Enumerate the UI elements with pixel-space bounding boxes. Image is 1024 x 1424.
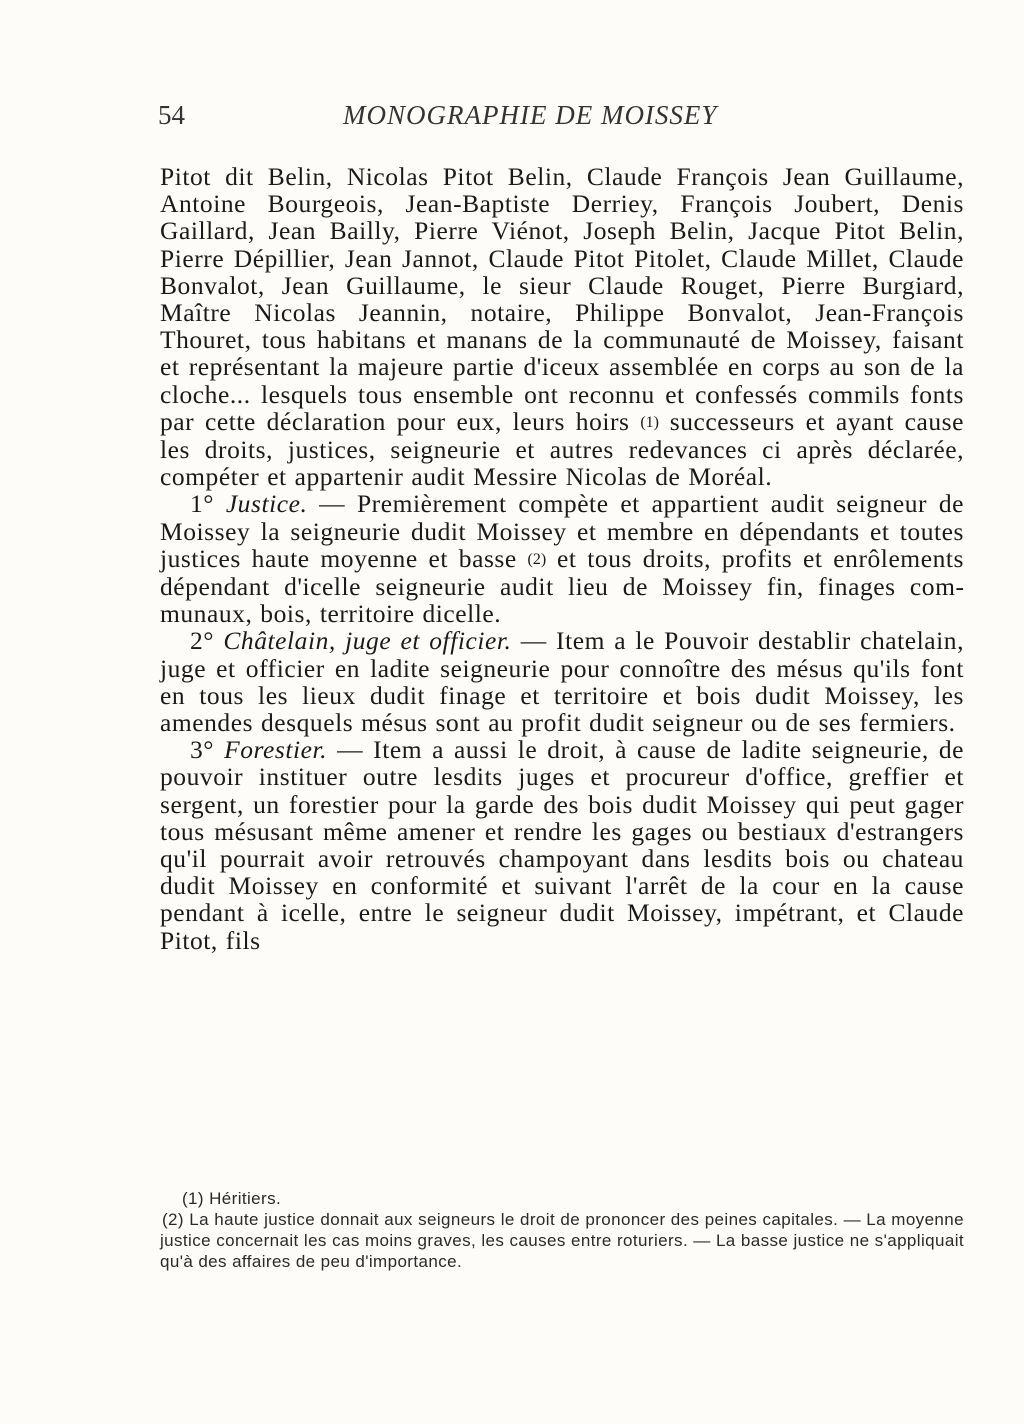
- article-title: Châtelain, juge et officier.: [223, 626, 512, 656]
- footnotes: [160, 1188, 964, 1272]
- footnote-ref-2: (2): [527, 550, 547, 568]
- paragraph-inhabitants: [160, 163, 964, 490]
- article-text: — Item a aussi le droit, à cause de ladite seigneurie, de pouvoir instituer outre lesdits juges et procureur d'office, greffier et sergent, un forestier pour la garde des bois dudit Moissey qui peut gager tous mésusant même amener et rendre les gages ou bestiaux d'estrangers qu'il pourrait avoir retrouvés champoyant dans lesdits bois ou chateau dudit Moissey en conformité et suivant l'arrêt de la cour en la cause pendant à icelle, entre le seigneur dudit Moissey, impétrant, et Claude Pitot, fils: [160, 735, 964, 955]
- footnote-1: (1) Héritiers.: [182, 1189, 282, 1208]
- article-text: — Premièrement compète et appartient audit seigneur de Moissey la seigneurie dudit Moissey et membre en dépendants et toutes justices haute moyenne et basse: [160, 489, 964, 573]
- article-text: — Item a le Pouvoir destablir chatelain, juge et officier en ladite seigneurie pour connoître des mésus qu'ils font en tous les lieux dudit finage et territoire et bois dudit Moissey, les amendes desquels mésus sont au profit dudit seigneur ou de ses fermiers.: [160, 626, 965, 738]
- running-header: [158, 100, 778, 136]
- article-justice: [160, 490, 964, 627]
- article-number: 1°: [190, 489, 226, 519]
- article-title: Forestier.: [224, 735, 328, 765]
- body-text: [160, 163, 964, 954]
- paragraph-text: Pitot dit Belin, Nicolas Pitot Belin, Claude François Jean Guillaume, Antoine Bourgeois, Jean-Baptiste Derriey, François Joubert, Denis Gaillard, Jean Bailly, Pierre Viénot, Joseph Belin, Jacque Pitot Belin, Pierre Dépillier, Jean Jannot, Claude Pitot Pitolet, Claude Millet, Claude Bonvalot, Jean Guillaume, le sieur Claude Rouget, Pierre Burgiard, Maître Nicolas Jeannin, notaire, Philippe Bonvalot, Jean-François Thouret, tous habitans et manans de la communauté de Moissey, faisant et représentant la majeure partie d'iceux assemblée en corps au son de la cloche... lesquels tous ensemble ont reconnu et confessés commils fonts par cette déclaration pour eux, leurs hoirs: [160, 162, 964, 436]
- article-number: 2°: [190, 626, 224, 656]
- article-text: et tous droits, profits et enrôlements dépendant d'icelle seigneurie audit lieu de Moissey fin, finages communaux, bois, territoire dicelle.: [160, 543, 964, 629]
- page-number: 54: [158, 100, 185, 130]
- article-number: 3°: [190, 735, 225, 765]
- footnote-ref-1: (1): [640, 413, 659, 431]
- article-forestier: [160, 736, 964, 954]
- footnote-2: (2) La haute justice donnait aux seigneurs le droit de prononcer des peines capitales. — La moyenne justice concernait les cas moins graves, les causes entre roturiers. — La basse justice ne s'appliquait qu'à des affaires de peu d'importance.: [160, 1210, 964, 1271]
- paragraph-text: successeurs et ayant cause les droits, justices, seigneurie et autres redevances ci après déclarée, compéter et appartenir audit Messire Nicolas de Moréal.: [160, 406, 964, 492]
- running-title: MONOGRAPHIE DE MOISSEY: [343, 100, 718, 130]
- article-title: Justice.: [225, 489, 308, 519]
- article-chatelain: [160, 627, 964, 736]
